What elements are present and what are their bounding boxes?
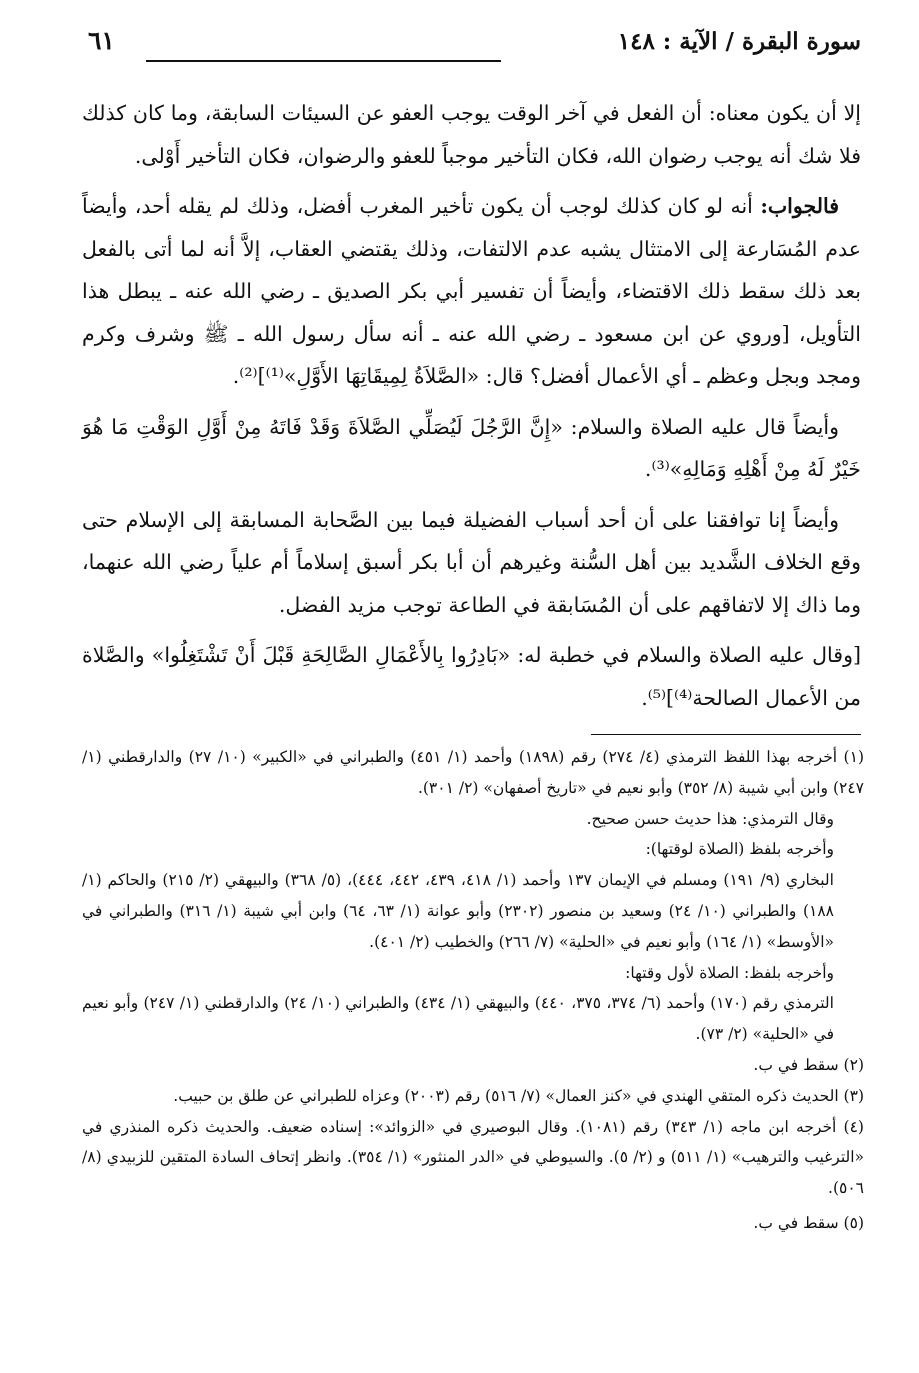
footnote-separator bbox=[591, 734, 861, 735]
paragraph-text: إلا أن يكون معناه: أن الفعل في آخر الوقت يوجب العفو عن السيئات السابقة، وما كان كذلك فلا شك أنه يوجب رضوان الله، فكان التأخير موجباً للعفو والرضوان، فكان التأخير أَوْلى. bbox=[82, 101, 861, 168]
footnote: (٤) أخرجه ابن ماجه (١/ ٣٤٣) رقم (١٠٨١). وقال البوصيري في «الزوائد»: إسناده ضعيف. والحديث ذكره المنذري في «الترغيب والترهيب» (١/ ٥١١) و (٢/ ٥). والسيوطي في «الدر المنثور» (١/ ٣٥٤). وانظر إتحاف السادة المتقين للزبيدي (٨/ ٥٠٦). bbox=[82, 1117, 865, 1198]
footnote-continuation: وقال الترمذي: هذا حديث حسن صحيح. bbox=[586, 809, 834, 828]
paragraph-lead: فالجواب: bbox=[760, 194, 839, 218]
footnote: (٣) الحديث ذكره المتقي الهندي في «كنز العمال» (٧/ ٥١٦) رقم (٢٠٠٣) وعزاه للطبراني عن طلق بن حبيب. bbox=[173, 1086, 864, 1105]
header-rule bbox=[146, 60, 501, 62]
footnote: (٥) سقط في ب. bbox=[753, 1213, 864, 1232]
running-title: سورة البقرة / الآية : ١٤٨ bbox=[617, 28, 861, 55]
page-number: ٦١ bbox=[88, 26, 115, 55]
paragraph bbox=[82, 406, 861, 491]
paragraph-text: وأيضاً إنا توافقنا على أن أحد أسباب الفضيلة فيما بين الصَّحابة المسابقة إلى الإسلام حتى وقع الخلاف الشَّديد بين أهل السُّنة وغيرهم أن أبا بكر أسبق إسلاماً أم علياً رضي الله عنهما، وما ذاك إلا لاتفاقهم على أن المُسَابقة في الطاعة توجب مزيد الفضل. bbox=[82, 507, 861, 617]
footnote-continuation: وأخرجه بلفظ (الصلاة لوقتها): bbox=[645, 840, 834, 859]
footnote: (١) أخرجه بهذا اللفظ الترمذي (٤/ ٢٧٤) رقم (١٨٩٨) وأحمد (١/ ٤٥١) والطبراني في «الكبير» (١٠/ ٢٧) والدارقطني (١/ ٢٤٧) وابن أبي شيبة (٨/ ٣٥٢) وأبو نعيم في «تاريخ أصفهان» (٢/ ٣٠١). bbox=[82, 748, 864, 797]
footnote: (٢) سقط في ب. bbox=[753, 1055, 864, 1074]
page-header bbox=[88, 22, 861, 62]
footnote-continuation: البخاري (٩/ ١٩١) ومسلم في الإيمان ١٣٧ وأحمد (١/ ٤١٨، ٤٣٩، ٤٤٢، ٤٤٤)، (٥/ ٣٦٨) والبيهقي (٢/ ٢١٥) والحاكم (١/ ١٨٨) والطبراني (١٠/ ٢٤) وسعيد بن منصور (٢٣٠٢) وأبو عوانة (١/ ٦٣، ٦٤) وابن أبي شيبة (١/ ٣١٦) والطبراني في «الأوسط» (١/ ١٦٤) وأبو نعيم في «الحلية» (٧/ ٢٦٦) والخطيب (٢/ ٤٠١). bbox=[82, 871, 834, 951]
main-text bbox=[82, 92, 861, 727]
paragraph-text: [وقال عليه الصلاة والسلام في خطبة له: «بَادِرُوا بِالأَعْمَالِ الصَّالِحَةِ قَبْلَ أَنْ تَشْتَغِلُوا» والصَّلاة من الأعمال الصالحة⁽⁴⁾]⁽⁵⁾. bbox=[82, 643, 861, 710]
paragraph bbox=[82, 185, 861, 398]
footnote-continuation: وأخرجه بلفظ: الصلاة لأول وقتها: bbox=[625, 963, 834, 982]
paragraph-text: أنه لو كان كذلك لوجب أن يكون تأخير المغرب أفضل، وذلك لم يقله أحد، وأيضاً عدم المُسَارعة إلى الامتثال يشبه عدم الالتفات، وذلك يقتضي العقاب، إلاَّ أنه لما أتى بالفعل بعد ذلك سقط ذلك الاقتضاء، وأيضاً أن تفسير أبي بكر الصديق ـ رضي الله عنه ـ يبطل هذا التأويل، [وروي عن ابن مسعود ـ رضي الله عنه ـ أنه سأل رسول الله ـ ﷺ وشرف وكرم ومجد وبجل وعظم ـ أي الأعمال أفضل؟ قال: «الصَّلاَةُ لِمِيقَاتِهَا الأَوَّلِ»⁽¹⁾]⁽²⁾. bbox=[82, 194, 861, 388]
footnotes bbox=[82, 742, 864, 1239]
footnote-continuation: الترمذي رقم (١٧٠) وأحمد (٦/ ٣٧٤، ٣٧٥، ٤٤٠) والبيهقي (١/ ٤٣٤) والطبراني (١٠/ ٢٤) والدارقطني (١/ ٢٤٧) وأبو نعيم في «الحلية» (٢/ ٧٣). bbox=[82, 994, 834, 1044]
paragraph bbox=[82, 634, 861, 719]
paragraph bbox=[82, 499, 861, 627]
paragraph bbox=[82, 92, 861, 177]
paragraph-text: وأيضاً قال عليه الصلاة والسلام: «إِنَّ الرَّجُلَ لَيُصَلِّي الصَّلاَةَ وَقَدْ فَاتَهُ مِنْ أَوَّلِ الوَقْتِ مَا هُوَ خَيْرٌ لَهُ مِنْ أَهْلِهِ وَمَالِهِ»⁽³⁾. bbox=[82, 414, 861, 481]
